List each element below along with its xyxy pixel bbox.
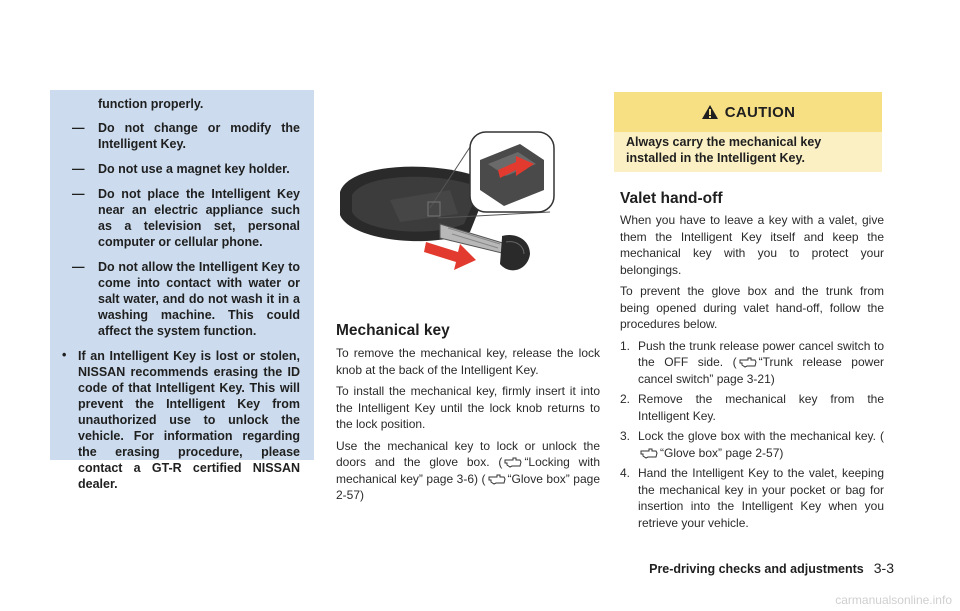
- valet-step: 1. Push the trunk release power cancel switch to the OFF side. ( “Trunk release power cancel switch” page 3-21): [620, 338, 884, 386]
- valet-step: 3. Lock the glove box with the mechanical key. (“Glove box” page 2-57): [620, 429, 884, 460]
- caution-text: Always carry the mechanical key installed in the Intelligent Key.: [614, 132, 882, 172]
- valet-handoff-body: [620, 212, 884, 535]
- warning-continuation: function properly.: [98, 97, 204, 111]
- warning-box-continued: [50, 90, 314, 491]
- caution-header: [614, 92, 882, 132]
- watermark: carmanualsonline.info: [835, 593, 952, 607]
- warning-dash-item: — Do not use a magnet key holder.: [72, 162, 290, 176]
- warning-triangle-icon: [701, 104, 719, 120]
- dash-marker: —: [72, 121, 85, 135]
- dash-marker: —: [72, 187, 85, 201]
- warning-dash-item: — Do not place the Intelligent Key near an electric appliance such as a television set, personal computer or cellular phone.: [72, 187, 300, 249]
- footer-section-title: Pre-driving checks and adjustments: [649, 562, 864, 576]
- warning-dash-item: — Do not change or modify the Intelligent Key.: [72, 121, 300, 151]
- page-footer: [649, 560, 894, 576]
- dash-marker: —: [72, 260, 85, 274]
- warning-dash-item: — Do not allow the Intelligent Key to come into contact with water or salt water, and do not wash it in a washing machine. This could affect the system function.: [72, 260, 300, 338]
- valet-paragraph-1: When you have to leave a key with a valet, give them the Intelligent Key itself and keep the mechanical key with you to protect your belongings.: [620, 213, 884, 277]
- mechanical-key-body: [336, 345, 600, 509]
- pointing-hand-icon: [640, 448, 658, 459]
- pointing-hand-icon: [739, 357, 757, 368]
- valet-steps-list: [620, 338, 884, 532]
- pull-arrow-icon: [424, 242, 476, 270]
- page-number: 3-3: [873, 560, 894, 576]
- valet-paragraph-2: To prevent the glove box and the trunk from being opened during valet hand-off, follow the procedures below.: [620, 284, 884, 331]
- pointing-hand-icon: [504, 457, 522, 468]
- mechanical-key-paragraph-2: To install the mechanical key, firmly insert it into the Intelligent Key until the lock knob returns to the lock position.: [336, 384, 600, 431]
- bullet-marker: •: [62, 348, 67, 362]
- valet-step: 4. Hand the Intelligent Key to the valet, keeping the mechanical key in your pocket or bag for insertion into the Intelligent Key when you retrieve your vehicle.: [620, 466, 884, 530]
- valet-handoff-heading: Valet hand-off: [620, 190, 723, 207]
- dash-marker: —: [72, 162, 85, 176]
- pointing-hand-icon: [488, 474, 506, 485]
- mechanical-key: [440, 224, 530, 270]
- valet-step: 2. Remove the mechanical key from the Intelligent Key.: [620, 392, 884, 423]
- mechanical-key-heading: Mechanical key: [336, 322, 450, 339]
- key-fob-body: [340, 167, 490, 242]
- lock-knob-inset: [470, 132, 554, 212]
- caution-title: CAUTION: [724, 103, 796, 121]
- mechanical-key-paragraph-3: Use the mechanical key to lock or unlock the doors and the glove box. ( “Locking with mechanical key” page 3-6) ( “Glove box” page 2-57): [336, 438, 601, 502]
- intelligent-key-illustration: [330, 120, 590, 300]
- mechanical-key-paragraph-1: To remove the mechanical key, release the lock knob at the back of the Intelligent Key.: [336, 346, 600, 377]
- warning-bullet-item: • If an Intelligent Key is lost or stolen, NISSAN recommends erasing the ID code of that Intelligent Key. This will prevent the Intelligent Key from unauthorized use to unlock the vehicle. For information regarding the erasing procedure, please contact a GT-R certified NISSAN dealer.: [62, 348, 300, 491]
